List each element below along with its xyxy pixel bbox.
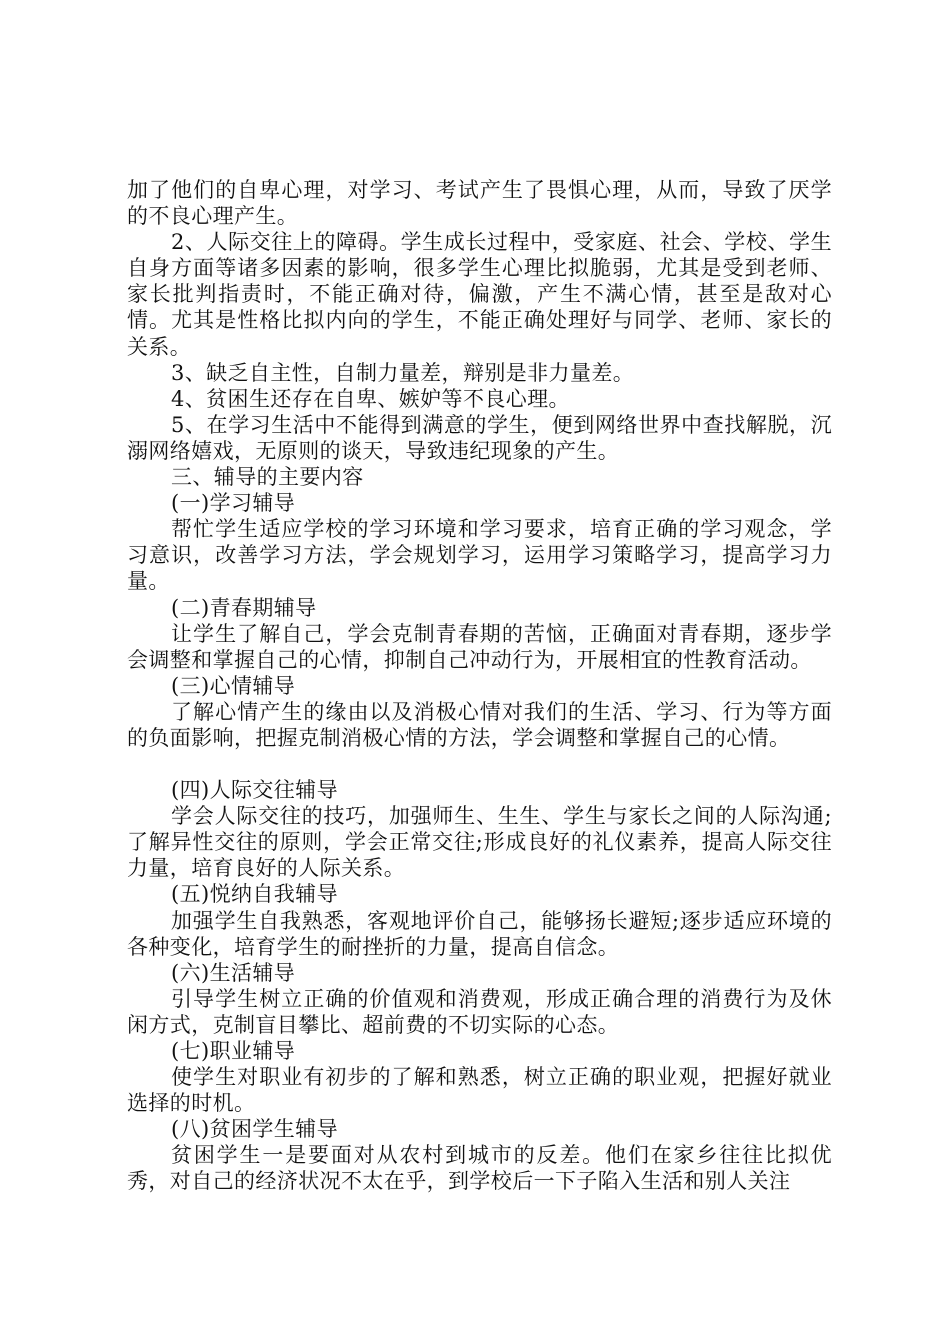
subheading-study: (一)学习辅导: [171, 491, 296, 516]
subheading-life: (六)生活辅导: [171, 960, 296, 985]
paragraph-interpersonal: 学会人际交往的技巧，加强师生、生生、学生与家长之间的人际沟通;了解异性交往的原则，学会正常交往;形成良好的礼仪素养，提高人际交往力量，培育良好的人际关系。: [127, 804, 832, 881]
blank-line: [127, 751, 832, 777]
paragraph-mood: 了解心情产生的缘由以及消极心情对我们的生活、学习、行为等方面的负面影响，把握克制消极心情的方法，学会调整和掌握自己的心情。: [127, 699, 832, 750]
paragraph-life: 引导学生树立正确的价值观和消费观，形成正确合理的消费行为及休闲方式，克制盲目攀比、超前费的不切实际的心态。: [127, 986, 832, 1037]
paragraph-study: 帮忙学生适应学校的学习环境和学习要求，培育正确的学习观念，学习意识，改善学习方法，学会规划学习，运用学习策略学习，提高学习力量。: [127, 517, 832, 594]
paragraph-career: 使学生对职业有初步的了解和熟悉，树立正确的职业观，把握好就业选择的时机。: [127, 1065, 832, 1116]
subheading-adolescence: (二)青春期辅导: [171, 595, 317, 620]
paragraph-item-5: 5、在学习生活中不能得到满意的学生，便到网络世界中查找解脱，沉溺网络嬉戏，无原则的谈天，导致违纪现象的产生。: [127, 412, 832, 463]
subheading-mood: (三)心情辅导: [171, 673, 296, 698]
document-body: [127, 177, 832, 1195]
subheading-self-acceptance: (五)悦纳自我辅导: [171, 882, 338, 907]
paragraph-item-2: 2、人际交往上的障碍。学生成长过程中，受家庭、社会、学校、学生自身方面等诸多因素的影响，很多学生心理比拟脆弱，尤其是受到老师、家长批判指责时，不能正确对待，偏激，产生不满心情，甚至是敌对心情。尤其是性格比拟内向的学生，不能正确处理好与同学、老师、家长的关系。: [127, 230, 832, 359]
section-heading-3: 三、辅导的主要内容: [171, 465, 364, 490]
paragraph-adolescence: 让学生了解自己，学会克制青春期的苦恼，正确面对青春期，逐步学会调整和掌握自己的心情，抑制自己冲动行为，开展相宜的性教育活动。: [127, 621, 832, 672]
paragraph-continuation: 加了他们的自卑心理，对学习、考试产生了畏惧心理，从而，导致了厌学的不良心理产生。: [127, 178, 832, 229]
subheading-career: (七)职业辅导: [171, 1039, 296, 1063]
subheading-interpersonal: (四)人际交往辅导: [171, 778, 338, 803]
paragraph-self-acceptance: 加强学生自我熟悉，客观地评价自己，能够扬长避短;逐步适应环境的各种变化，培育学生的耐挫折的力量，提高自信念。: [127, 908, 832, 959]
subheading-poor-students: (八)贫困学生辅导: [171, 1117, 338, 1142]
paragraph-item-3: 3、缺乏自主性，自制力量差，辩别是非力量差。: [171, 360, 635, 385]
paragraph-poor-students: 贫困学生一是要面对从农村到城市的反差。他们在家乡往往比拟优秀，对自己的经济状况不太在乎，到学校后一下子陷入生活和别人关注: [127, 1143, 832, 1194]
paragraph-item-4: 4、贫困生还存在自卑、嫉妒等不良心理。: [171, 386, 570, 411]
